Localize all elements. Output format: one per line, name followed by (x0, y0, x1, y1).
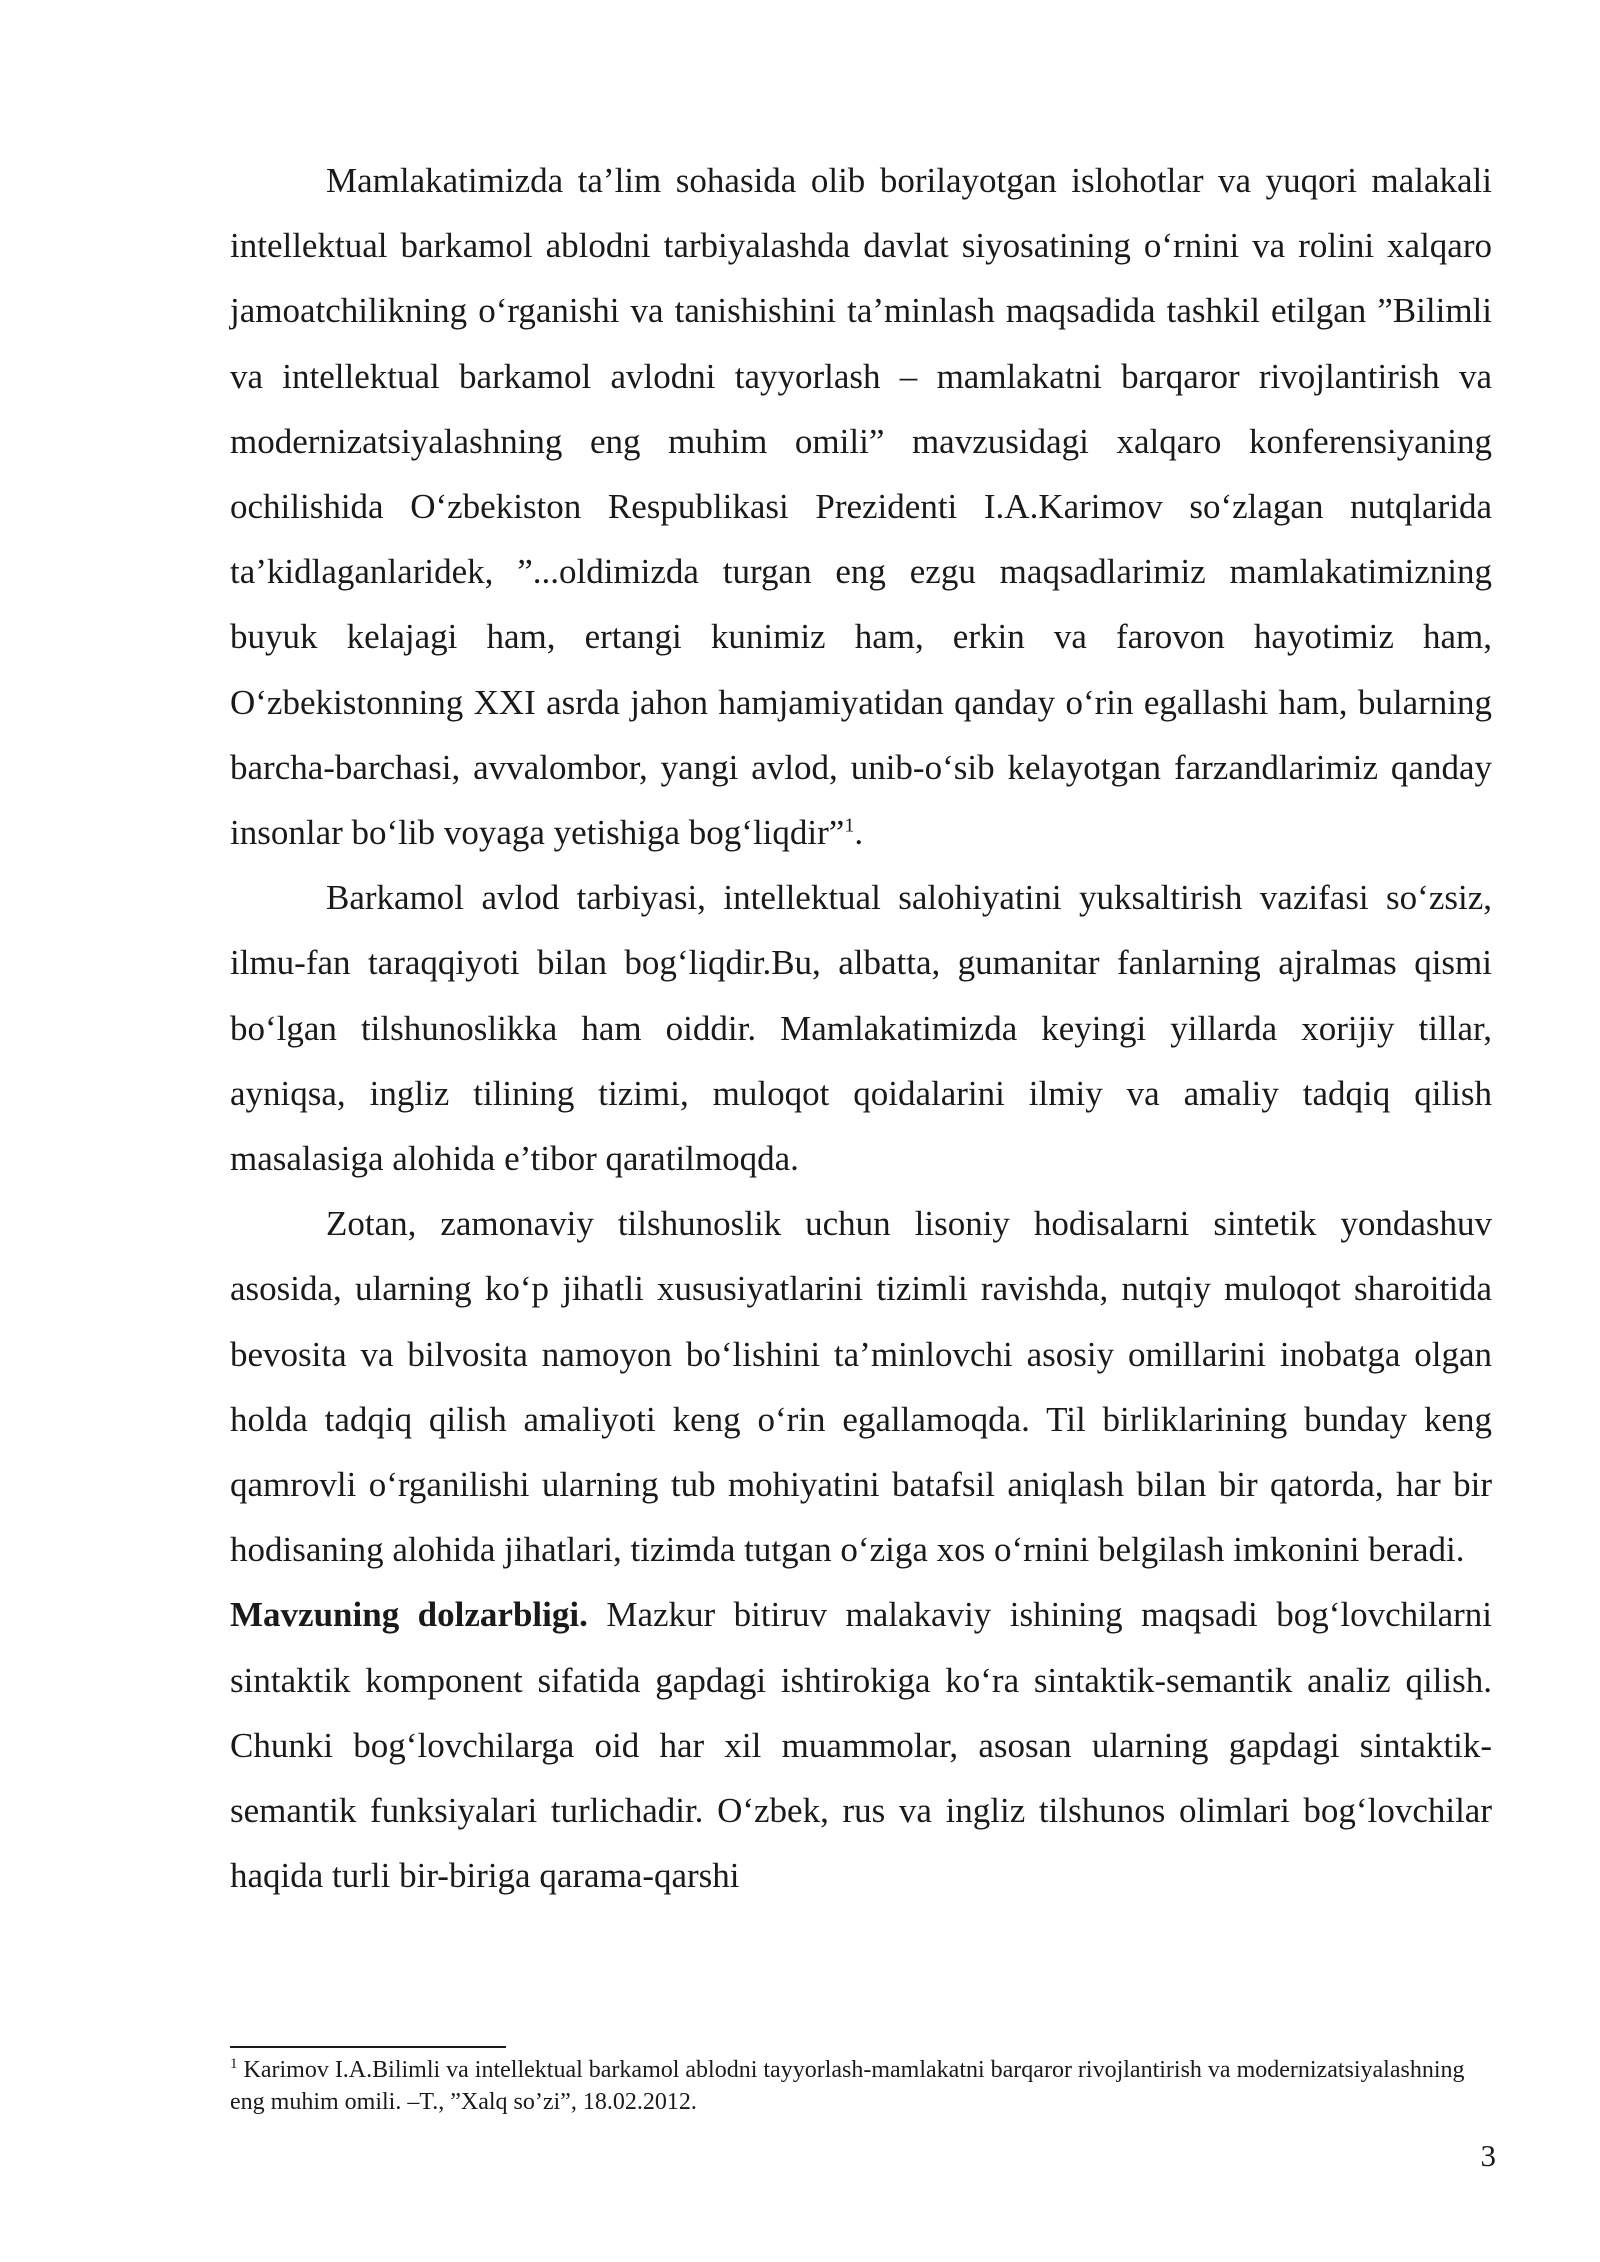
footnote-number: 1 (230, 2056, 238, 2072)
paragraph-modern-linguistics: Zotan, zamonaviy tilshunoslik uchun lisoniy hodisalarni sintetik yondashuv asosida, ularning ko‘p jihatli xususiyatlarini tizimli ravishda, nutqiy muloqot sharoitida bevosita va bilvosita namoyon bo‘lishini ta’minlovchi asosiy omillarini inobatga olgan holda tadqiq qilish amaliyoti keng o‘rin egallamoqda. Til birliklarining bunday keng qamrovli o‘rganilishi ularning tub mohiyatini batafsil aniqlash bilan bir qatorda, har bir hodisaning alohida jihatlari, tizimda tutgan o‘ziga xos o‘rnini belgilash imkonini beradi. (230, 1204, 1492, 1570)
paragraph-intro-end: . (854, 813, 864, 853)
footnote (230, 2054, 1492, 2118)
page-number: 3 (1480, 2138, 1496, 2173)
paragraph-harmonious-generation: Barkamol avlod tarbiyasi, intellektual salohiyatini yuksaltirish vazifasi so‘zsiz, ilmu-fan taraqqiyoti bilan bog‘liqdir.Bu, albatta, gumanitar fanlarning ajralmas qismi bo‘lgan tilshunoslikka ham oiddir. Mamlakatimizda keyingi yillarda xorijiy tillar, ayniqsa, ingliz tilining tizimi, muloqot qoidalarini ilmiy va amaliy tadqiq qilish masalasiga alohida e’tibor qaratilmoqda. (230, 878, 1492, 1179)
paragraph-intro (230, 148, 1492, 865)
relevance-heading: Mavzuning dolzarbligi. (230, 1595, 588, 1635)
main-text (230, 148, 1492, 1908)
paragraph-relevance (230, 1582, 1492, 1908)
footnote-text: Karimov I.A.Bilimli va intellektual barkamol ablodni tayyorlash-mamlakatni barqaror rivojlantirish va modernizatsiyalashning eng muhim omili. –T., ”Xalq so’zi”, 18.02.2012. (230, 2057, 1465, 2115)
footnote-separator (230, 2046, 506, 2048)
paragraph-intro-text: Mamlakatimizda ta’lim sohasida olib borilayotgan islohotlar va yuqori malakali intellektual barkamol ablodni tarbiyalashda davlat siyosatining o‘rnini va rolini xalqaro jamoatchilikning o‘rganishi va tanishishini ta’minlash maqsadida tashkil etilgan ”Bilimli va intellektual barkamol avlodni tayyorlash – mamlakatni barqaror rivojlantirish va modernizatsiyalashning eng muhim omili” mavzusidagi xalqaro konferensiyaning ochilishida O‘zbekiston Respublikasi Prezidenti I.A.Karimov so‘zlagan nutqlarida ta’kidlaganlaridek, ”...oldimizda turgan eng ezgu maqsadlarimiz mamlakatimizning buyuk kelajagi ham, ertangi kunimiz ham, erkin va farovon hayotimiz ham, O‘zbekistonning XXI asrda jahon hamjamiyatidan qanday o‘rin egallashi ham, bularning barcha-barchasi, avvalombor, yangi avlod, unib-o‘sib kelayotgan farzandlarimiz qanday insonlar bo‘lib voyaga yetishiga bog‘liqdir” (230, 161, 1492, 853)
relevance-text: Mazkur bitiruv malakaviy ishining maqsadi bog‘lovchilarni sintaktik komponent sifatida gapdagi ishtirokiga ko‘ra sintaktik-semantik analiz qilish. Chunki bog‘lovchilarga oid har xil muammolar, asosan ularning gapdagi sintaktik-semantik funksiyalari turlichadir. O‘zbek, rus va ingliz tilshunos olimlari bog‘lovchilar haqida turli bir-biriga qarama-qarshi (230, 1595, 1492, 1896)
footnote-reference[interactable]: 1 (844, 814, 855, 837)
